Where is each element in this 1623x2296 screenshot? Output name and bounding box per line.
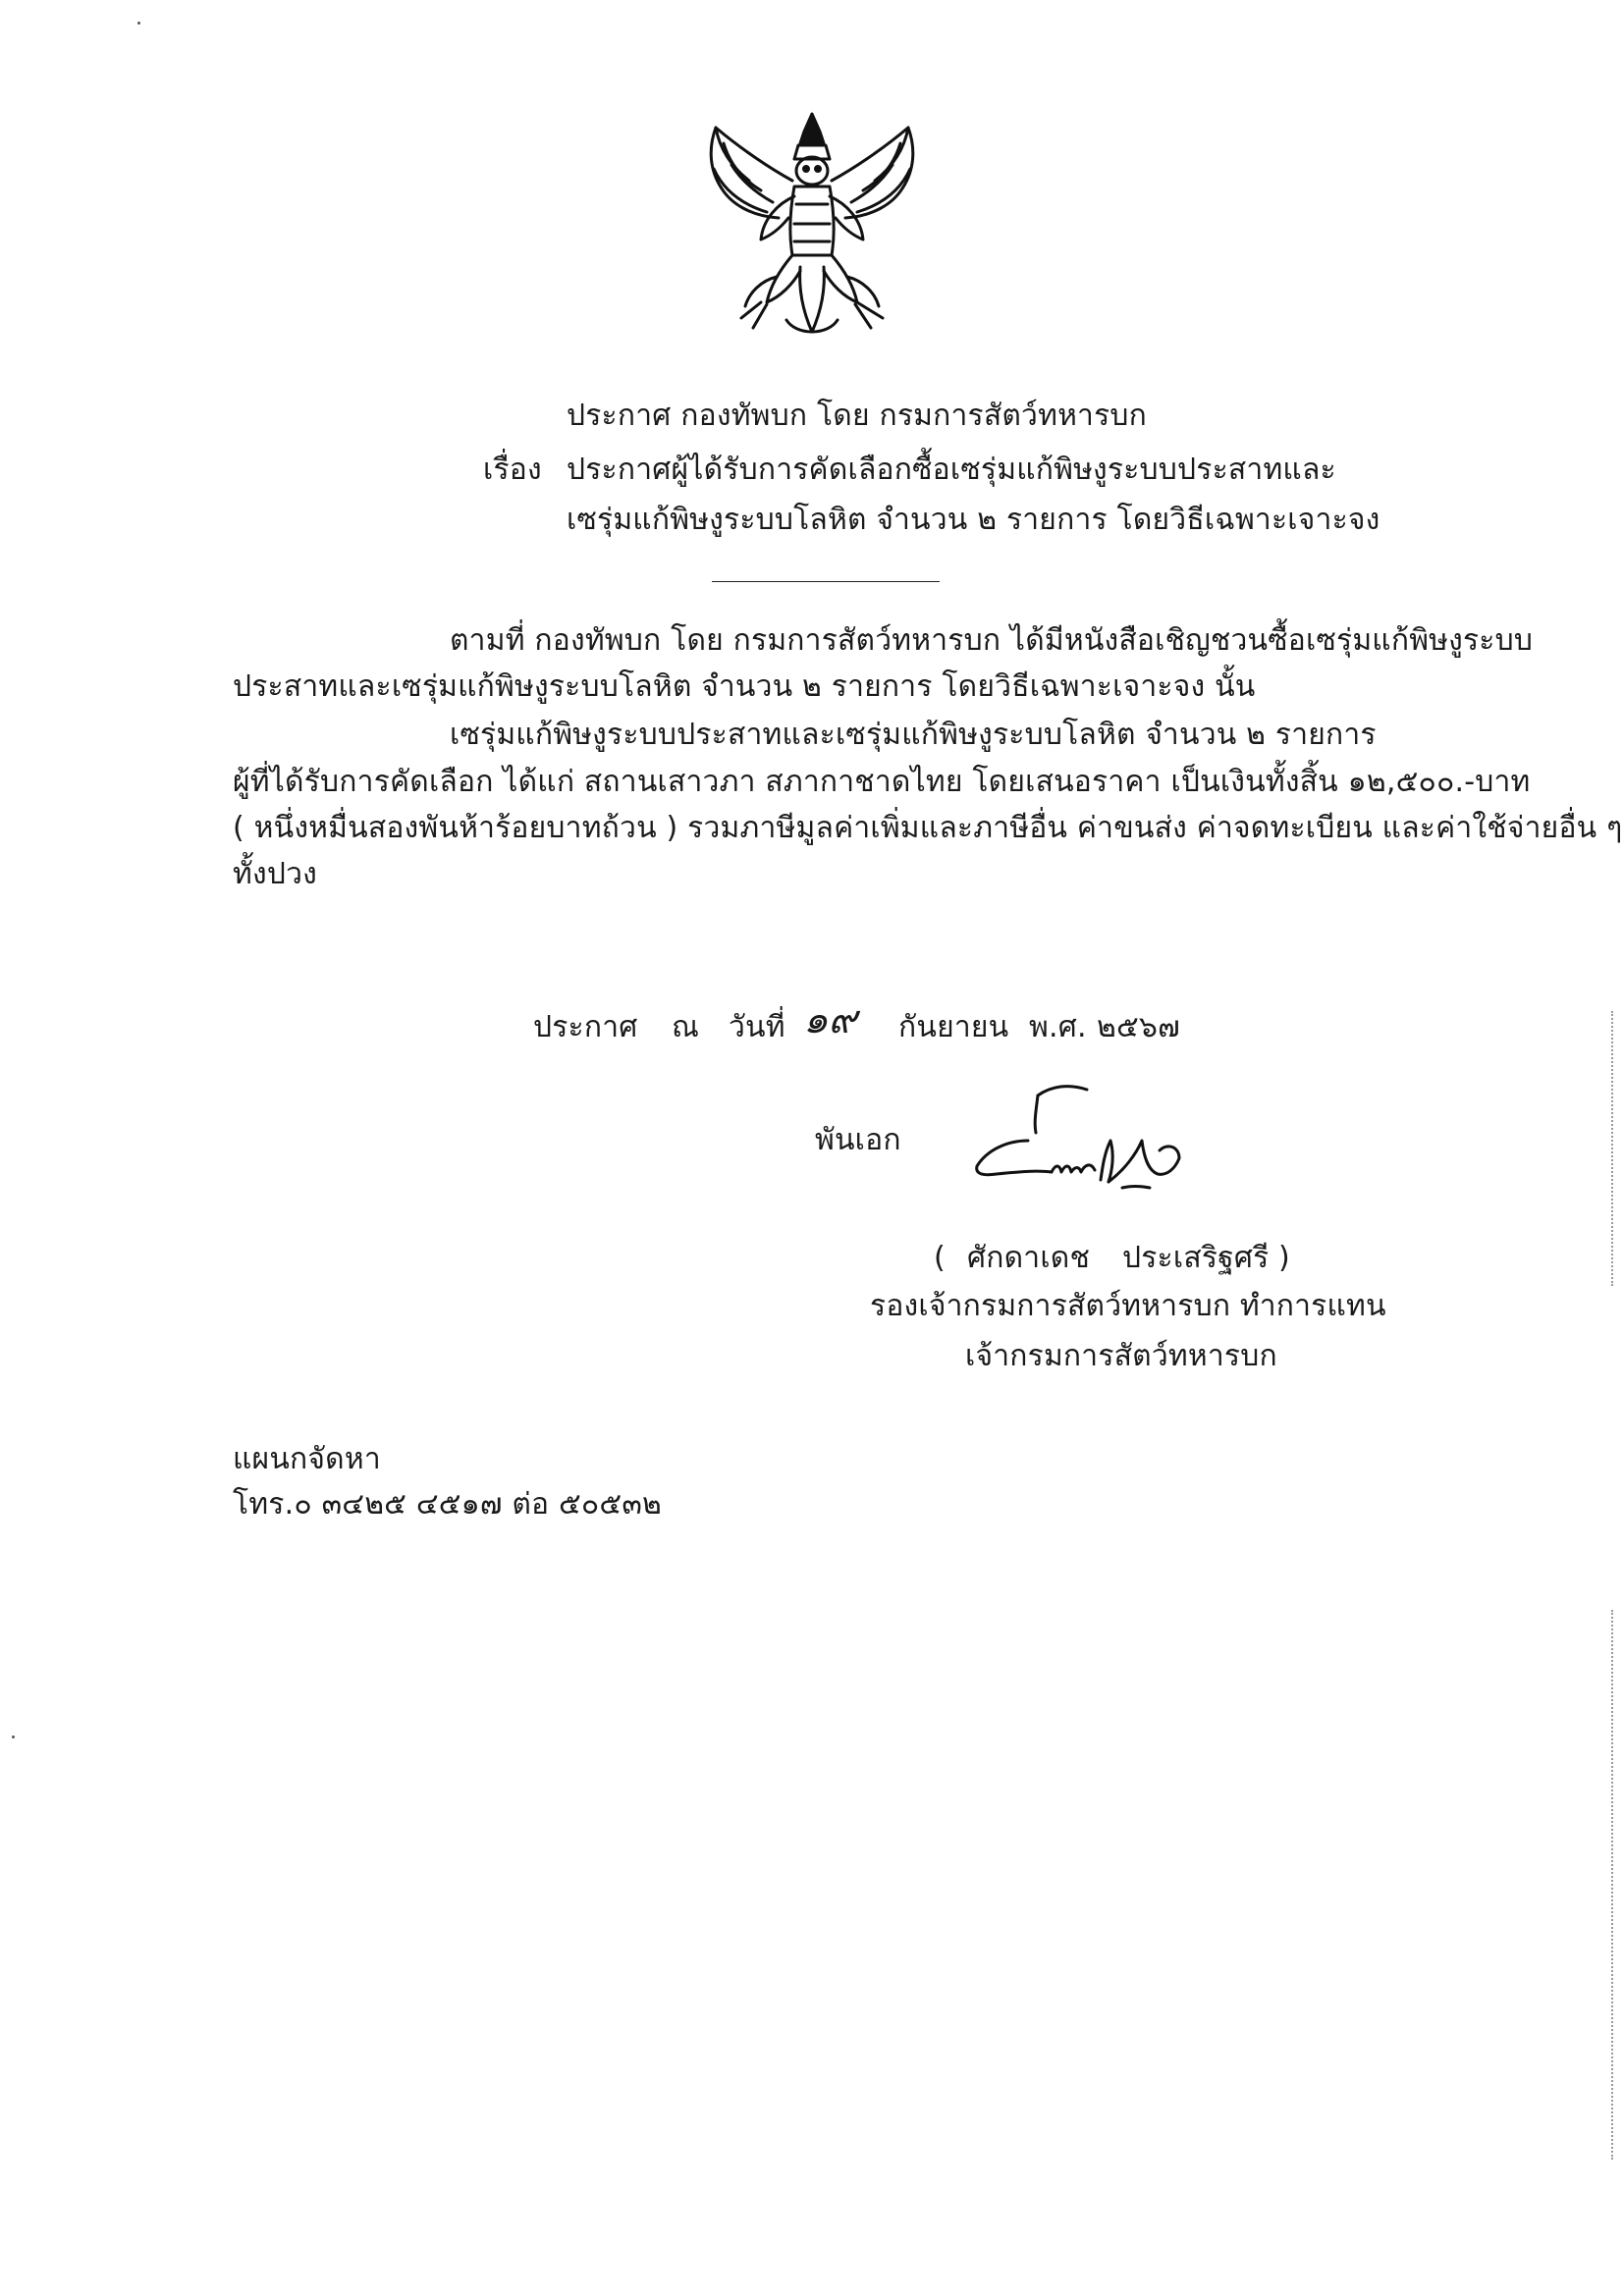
header-divider: [712, 581, 940, 582]
subject-label: เรื่อง: [483, 453, 542, 487]
body-paragraph-1-line-2: ประสาทและเซรุ่มแก้พิษงูระบบโลหิต จำนวน ๒ รายการ โดยวิธีเฉพาะเจาะจง นั้น: [233, 669, 1256, 704]
garuda-emblem-icon: [702, 110, 923, 346]
signer-name-close-paren: ): [1278, 1241, 1290, 1275]
body-paragraph-2-line-3: ( หนึ่งหมื่นสองพันห้าร้อยบาทถ้วน ) รวมภาษีมูลค่าเพิ่มและภาษีอื่น ค่าขนส่ง ค่าจดทะเบียน และค่าใช้จ่ายอื่น ๆ: [233, 811, 1623, 845]
subject-line-1: ประกาศผู้ได้รับการคัดเลือกซื้อเซรุ่มแก้พิษงูระบบประสาทและ: [567, 453, 1336, 487]
body-paragraph-2-line-2: ผู้ที่ได้รับการคัดเลือก ได้แก่ สถานเสาวภา สภากาชาดไทย โดยเสนอราคา เป็นเงินทั้งสิ้น ๑๒,๕๐๐.-บาท: [233, 765, 1531, 799]
signer-position-2: เจ้ากรมการสัตว์ทหารบก: [965, 1339, 1277, 1373]
signer-position-1: รองเจ้ากรมการสัตว์ทหารบก ทำการแทน: [870, 1289, 1386, 1323]
scan-speck: [137, 22, 140, 25]
date-announce-label: ประกาศ: [533, 1010, 638, 1044]
scan-edge-mark: [1611, 1011, 1613, 1286]
date-era: พ.ศ.: [1029, 1010, 1087, 1044]
date-year: ๒๕๖๗: [1097, 1010, 1180, 1044]
scan-speck: [12, 1735, 15, 1738]
signer-first-name: ศักดาเดช: [967, 1241, 1091, 1275]
body-paragraph-2-line-1: เซรุ่มแก้พิษงูระบบประสาทและเซรุ่มแก้พิษงูระบบโลหิต จำนวน ๒ รายการ: [450, 718, 1377, 752]
footer-department: แผนกจัดหา: [233, 1442, 381, 1476]
date-day-handwritten: ๑๙: [803, 997, 857, 1042]
signer-last-name: ประเสริฐศรี: [1122, 1241, 1270, 1275]
signer-name-open-paren: (: [934, 1241, 946, 1275]
signer-rank: พันเอก: [815, 1123, 901, 1157]
date-month: กันยายน: [898, 1010, 1009, 1044]
announcement-heading: ประกาศ กองทัพบก โดย กรมการสัตว์ทหารบก: [567, 399, 1148, 433]
body-paragraph-1-line-1: ตามที่ กองทัพบก โดย กรมการสัตว์ทหารบก ได้มีหนังสือเชิญชวนซื้อเซรุ่มแก้พิษงูระบบ: [450, 623, 1534, 658]
scan-edge-mark: [1611, 1610, 1613, 2160]
subject-line-2: เซรุ่มแก้พิษงูระบบโลหิต จำนวน ๒ รายการ โดยวิธีเฉพาะเจาะจง: [567, 503, 1380, 537]
body-paragraph-2-line-4: ทั้งปวง: [233, 857, 317, 891]
date-at-label: ณ: [672, 1010, 700, 1044]
footer-phone: โทร.๐ ๓๔๒๕ ๔๕๑๗ ต่อ ๕๐๕๓๒: [233, 1487, 663, 1522]
date-day-label: วันที่: [729, 1010, 785, 1044]
handwritten-signature-icon: [957, 1072, 1213, 1200]
